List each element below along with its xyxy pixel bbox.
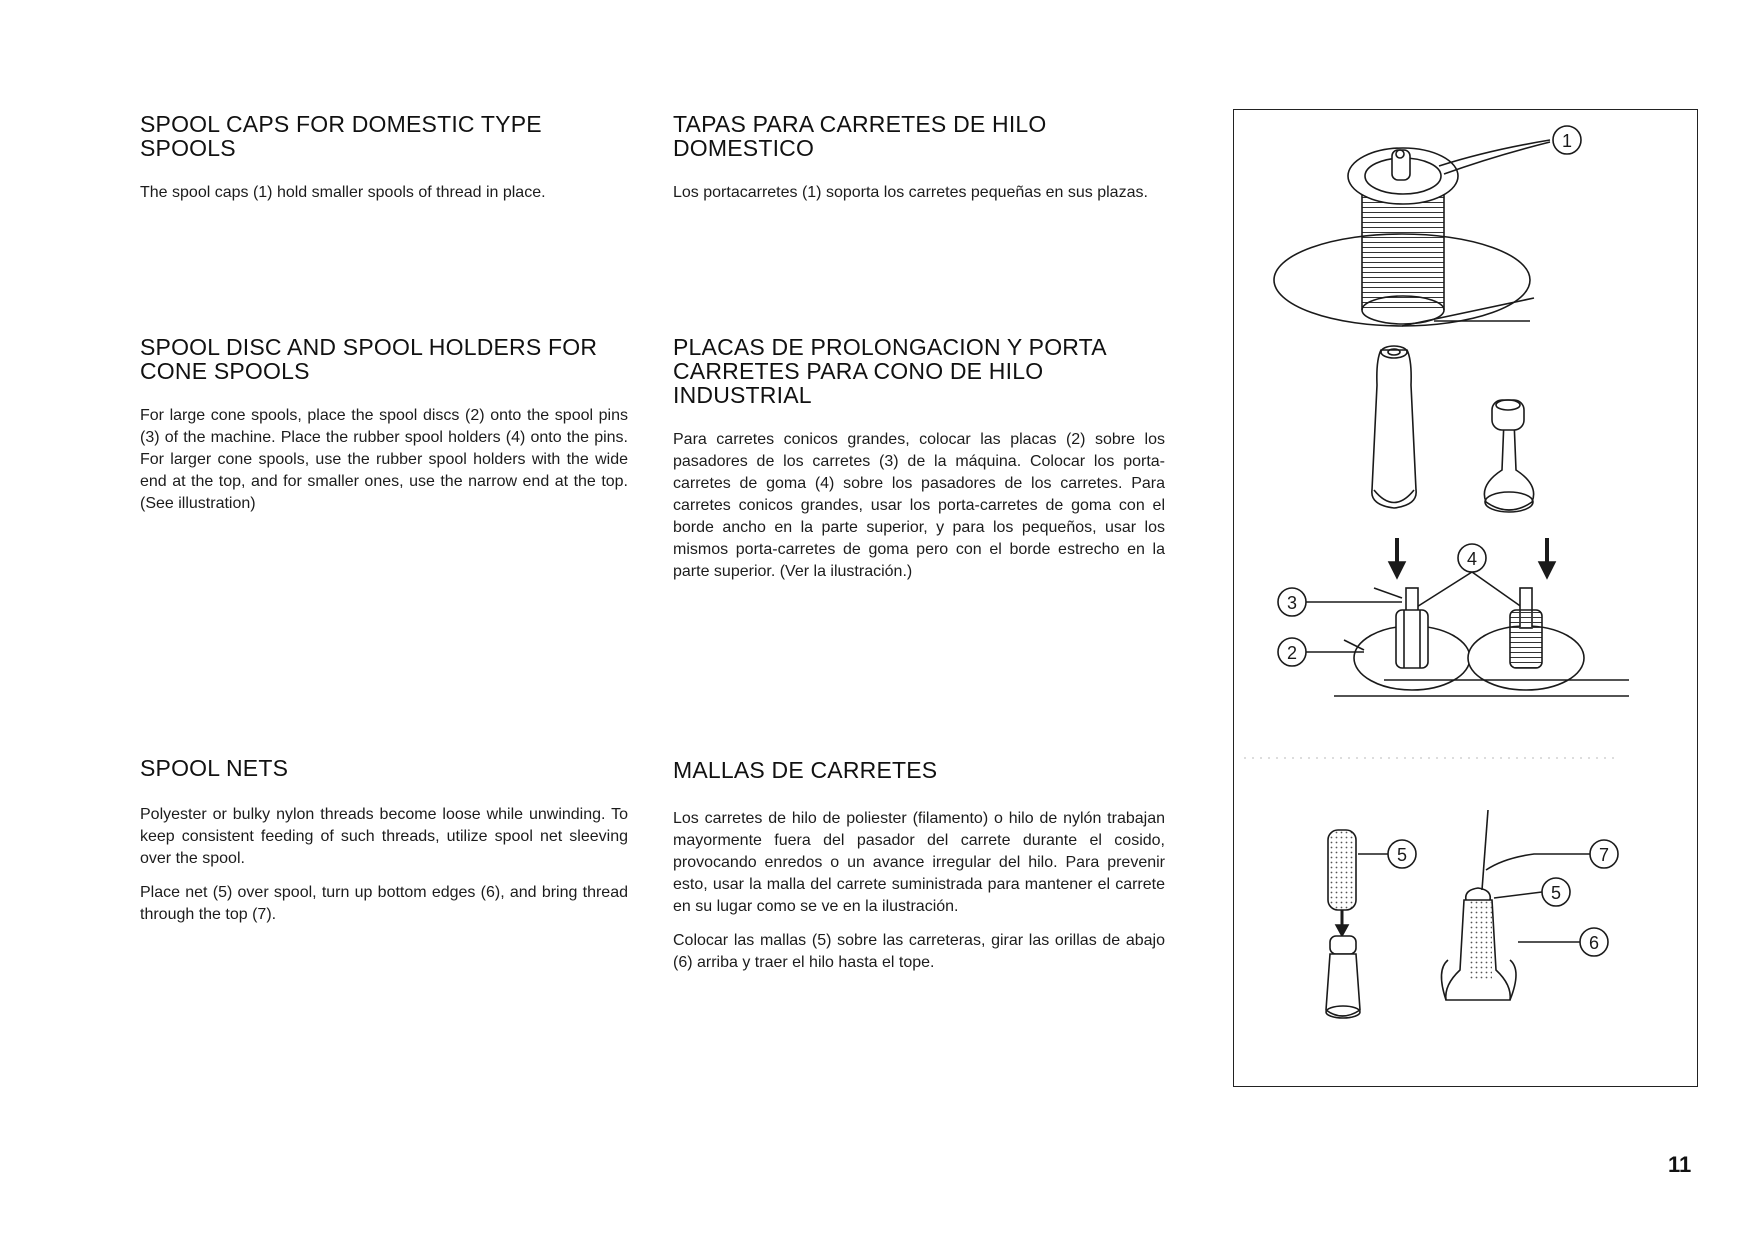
text-spool-disc-en: For large cone spools, place the spool discs (2) onto the spool pins (3) of the machine. Place the rubber spool holders (4) onto the pins. For larger cone spools, use the rubber spool holders with the wide end at the top, and for smaller ones, use the narrow end at the top. (See illustration) [140, 407, 628, 512]
callout-5a [1358, 840, 1416, 868]
text-spool-disc-es: Para carretes conicos grandes, colocar las placas (2) sobre los pasadores de los carretes (3) de la máquina. Colocar los porta-carretes de goma (4) sobre los pasadores de los carretes. Para carretes conicos grandes, usar los porta-carretes de goma con el borde ancho en la parte superior, y para los pequeños, usar los mismos porta-carretes de goma pero con el borde estrecho en la parte superior. (Ver la ilustración.) [673, 431, 1165, 580]
down-arrow-right [1539, 538, 1555, 578]
section-spool-nets-es [673, 758, 1165, 974]
spool-cap-illustration [1274, 140, 1550, 326]
section-spool-disc-en [140, 335, 628, 515]
spool-disc-pins [1334, 588, 1629, 696]
illustration-panel [1233, 109, 1698, 1087]
section-spool-caps-en [140, 112, 628, 204]
text-spool-nets-en-1: Polyester or bulky nylon threads become loose while unwinding. To keep consistent feeding of such threads, utilize spool net sleeving over the spool. [140, 806, 628, 867]
svg-text:4: 4 [1466, 549, 1478, 569]
callout-5b [1494, 878, 1570, 906]
svg-text:5: 5 [1396, 845, 1408, 865]
callout-6 [1518, 928, 1608, 956]
spool-net-before [1326, 830, 1360, 1018]
callout-3 [1278, 588, 1402, 616]
heading-spool-nets-es: MALLAS DE CARRETES [673, 757, 938, 783]
callout-7 [1486, 840, 1618, 870]
heading-spool-nets-en: SPOOL NETS [140, 755, 289, 781]
large-cone-spool [1372, 346, 1416, 508]
heading-spool-disc-es: PLACAS DE PROLONGACION Y PORTA CARRETES PARA CONO DE HILO INDUSTRIAL [673, 334, 1106, 408]
heading-spool-caps-en: SPOOL CAPS FOR DOMESTIC TYPE SPOOLS [140, 111, 542, 161]
svg-text:5: 5 [1550, 883, 1562, 903]
text-spool-caps-es: Los portacarretes (1) soporta los carretes pequeñas en sus plazas. [673, 184, 1148, 201]
callout-1 [1553, 126, 1581, 154]
down-arrow-left [1389, 538, 1405, 578]
callout-4 [1412, 544, 1526, 610]
svg-text:1: 1 [1561, 131, 1573, 151]
callout-2 [1278, 638, 1364, 666]
text-spool-nets-en-2: Place net (5) over spool, turn up bottom edges (6), and bring thread through the top (7). [140, 884, 628, 923]
section-spool-disc-es [673, 335, 1165, 583]
svg-text:7: 7 [1598, 845, 1610, 865]
page-number: 11 [1668, 1152, 1692, 1177]
heading-spool-caps-es: TAPAS PARA CARRETES DE HILO DOMESTICO [673, 111, 1047, 161]
svg-text:2: 2 [1286, 643, 1298, 663]
spool-net-after [1441, 810, 1516, 1000]
text-spool-nets-es-2: Colocar las mallas (5) sobre las carreteras, girar las orillas de abajo (6) arriba y traer el hilo hasta el tope. [673, 932, 1165, 971]
text-spool-nets-es-1: Los carretes de hilo de poliester (filamento) o hilo de nylón trabajan mayormente fuera del pasador del carrete durante el cosido, provocando enredos o un avance irregular del hilo. Para prevenir esto, usar la malla del carrete suministrada para mantener el carrete en su lugar como se ve en la ilustración. [673, 810, 1165, 915]
svg-text:6: 6 [1588, 933, 1600, 953]
section-spool-nets-en [140, 756, 628, 926]
heading-spool-disc-en: SPOOL DISC AND SPOOL HOLDERS FOR CONE SPOOLS [140, 334, 598, 384]
text-spool-caps-en: The spool caps (1) hold smaller spools of thread in place. [140, 184, 546, 201]
section-spool-caps-es [673, 112, 1165, 204]
svg-text:3: 3 [1286, 593, 1298, 613]
small-cone-spool [1484, 400, 1533, 512]
